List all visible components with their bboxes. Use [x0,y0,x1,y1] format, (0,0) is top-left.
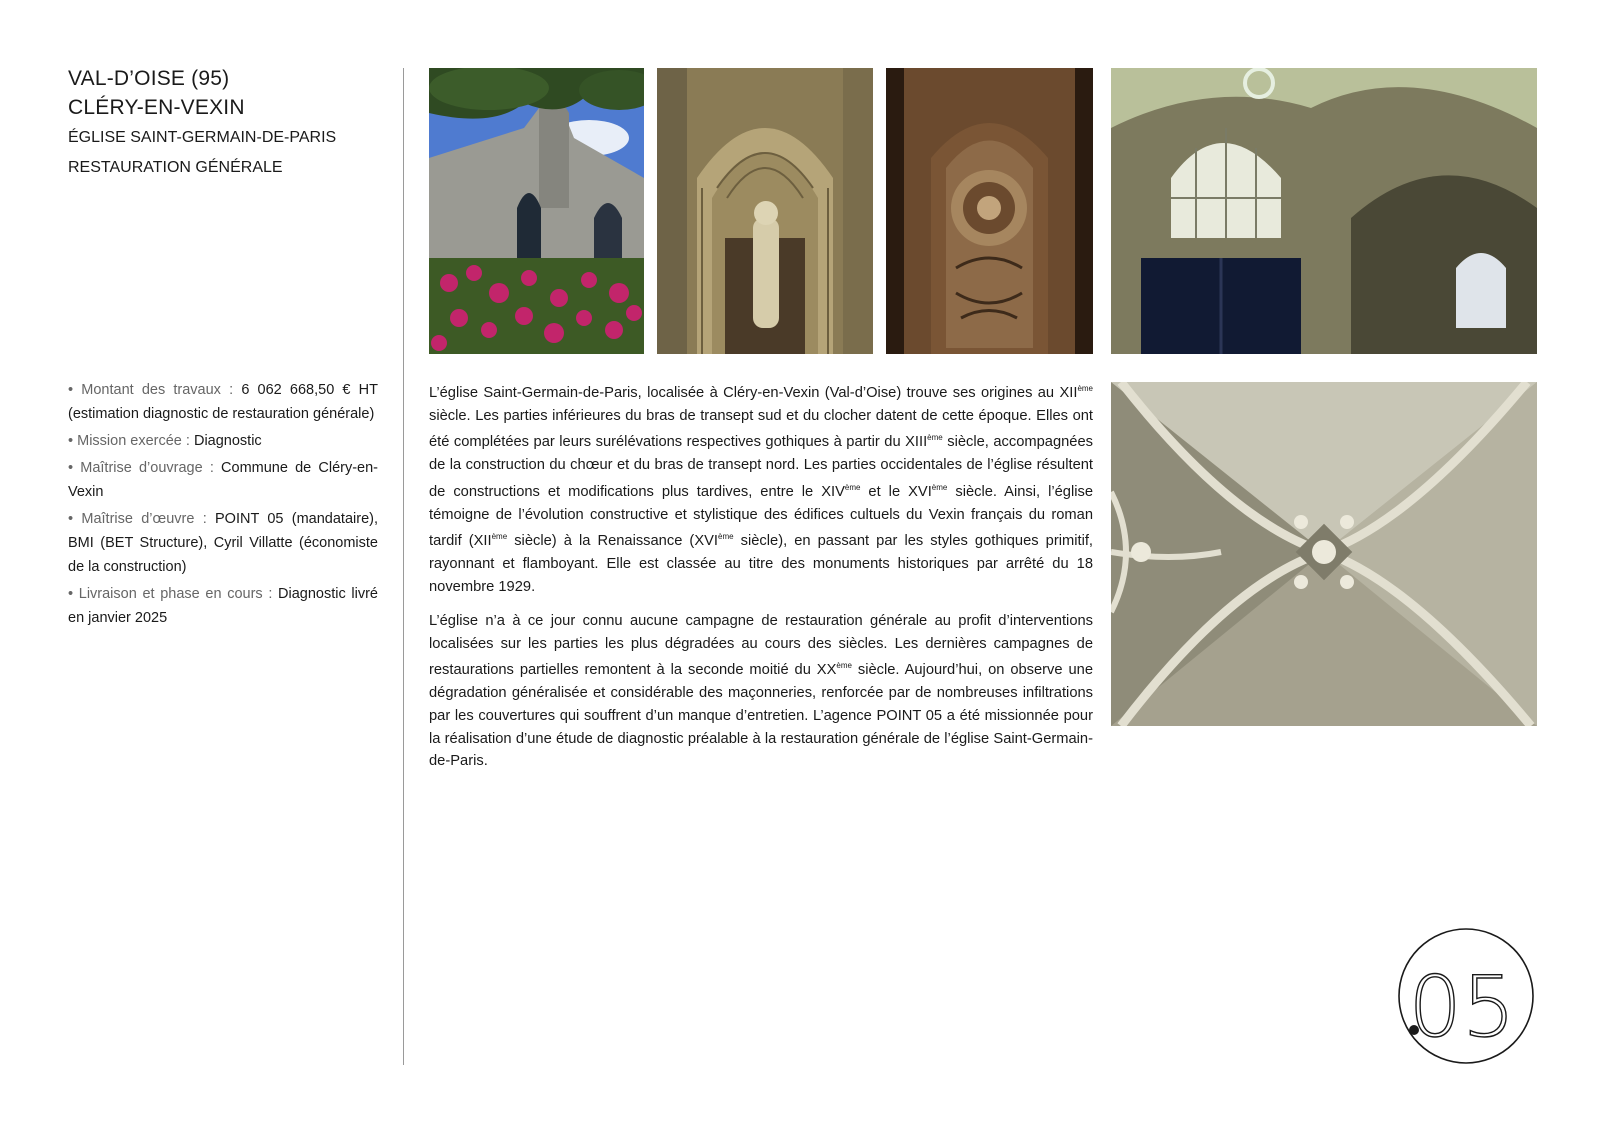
text-run: et le XVI [860,483,932,500]
fact-value: 6 062 668,50 € HT (estimation diagnostic de restauration générale) [68,382,379,422]
superscript: ème [718,532,734,542]
fact-architect [68,507,378,579]
text-run: siècle, accompagnées de la construction du chœur et du bras de transept nord. Les parties occidentales de l’église résultent de constructions et modifications plus tardives, entre le XIV [429,434,1093,500]
superscript: ème [1077,384,1093,393]
bullet-icon: • [68,511,74,527]
title-block [68,64,388,182]
project-facts [68,378,378,633]
project-description [429,378,1093,784]
logo-text: 05 [1408,958,1516,1056]
bullet-icon: • [68,586,74,602]
program-name: RESTAURATION GÉNÉRALE [68,159,283,176]
text-run: siècle. Ainsi, l’église témoigne de l’évolution constructive et stylistique des édifices cultuels du Vexin français du roman tardif (XII [429,483,1093,550]
fact-label: Maîtrise d’œuvre : [81,511,216,527]
text-run: siècle. Aujourd’hui, on observe une dégradation généralisée et considérable des maçonneries, renforcée par de nombreuses infiltrations par les couvertures qui souffrent d’un manque d’entretien. L’agence POINT 05 a été missionnée pour la réalisation d’une étude de diagnostic préalable à la restauration générale de l’église Saint-Germain-de-Paris. [429,662,1093,770]
fact-budget [68,378,378,426]
photo-interior-window [1111,68,1537,354]
bullet-icon: • [68,433,74,449]
photo-ribbed-vault [1111,382,1537,726]
text-run: siècle. Les parties inférieures du bras de transept sud et du clocher datent de cette époque. Elles ont été complétées par leurs surélévations respectives gothiques à partir du XIII [429,407,1093,451]
superscript: ème [931,482,948,492]
fact-delivery [68,582,378,630]
superscript: ème [836,661,852,671]
photo-carved-portal [657,68,873,354]
bullet-icon: • [68,460,74,476]
fact-value: POINT 05 (mandataire), BMI (BET Structure), Cyril Villatte (économiste de la construction) [68,511,378,575]
town-title: CLÉRY-EN-VEXIN [68,96,245,119]
text-run: L’église Saint-Germain-de-Paris, localisée à Cléry-en-Vexin (Val-d’Oise) trouve ses origines au XII [429,384,1078,401]
building-name: ÉGLISE SAINT-GERMAIN-DE-PARIS [68,129,337,146]
fact-value: Diagnostic livré en janvier 2025 [68,586,378,626]
fact-mission [68,429,378,453]
fact-label: Livraison et phase en cours : [78,586,279,602]
superscript: ème [927,433,943,443]
fact-value: Commune de Cléry-en-Vexin [68,460,378,500]
text-run: siècle) à la Renaissance (XVI [507,533,719,550]
description-paragraph-1 [429,378,1093,599]
description-paragraph-2 [429,610,1093,773]
region-title: VAL-D’OISE (95) [68,67,230,90]
fact-owner [68,456,378,504]
point05-logo [1396,926,1536,1066]
text-run: L’église n’a à ce jour connu aucune campagne de restauration générale au profit d’interventions localisées sur les parties les plus dégradées au cours des siècles. Les dernières campagnes de restaurations partielles remontent à la seconde moitié du XX [429,612,1093,679]
photo-wooden-door [886,68,1093,354]
fact-label: Montant des travaux : [81,382,242,398]
bullet-icon: • [68,382,74,398]
text-run: siècle), en passant par les styles gothiques primitif, rayonnant et flamboyant. Elle est classée au titre des monuments historiques par arrêté du 18 novembre 1929. [429,533,1093,595]
fact-value: Diagnostic [193,433,262,449]
superscript: ème [844,482,861,492]
fact-label: Maîtrise d’ouvrage : [80,460,222,476]
photo-church-exterior [429,68,644,354]
fact-label: Mission exercée : [77,433,194,449]
superscript: ème [491,532,508,542]
column-divider [403,68,404,1065]
